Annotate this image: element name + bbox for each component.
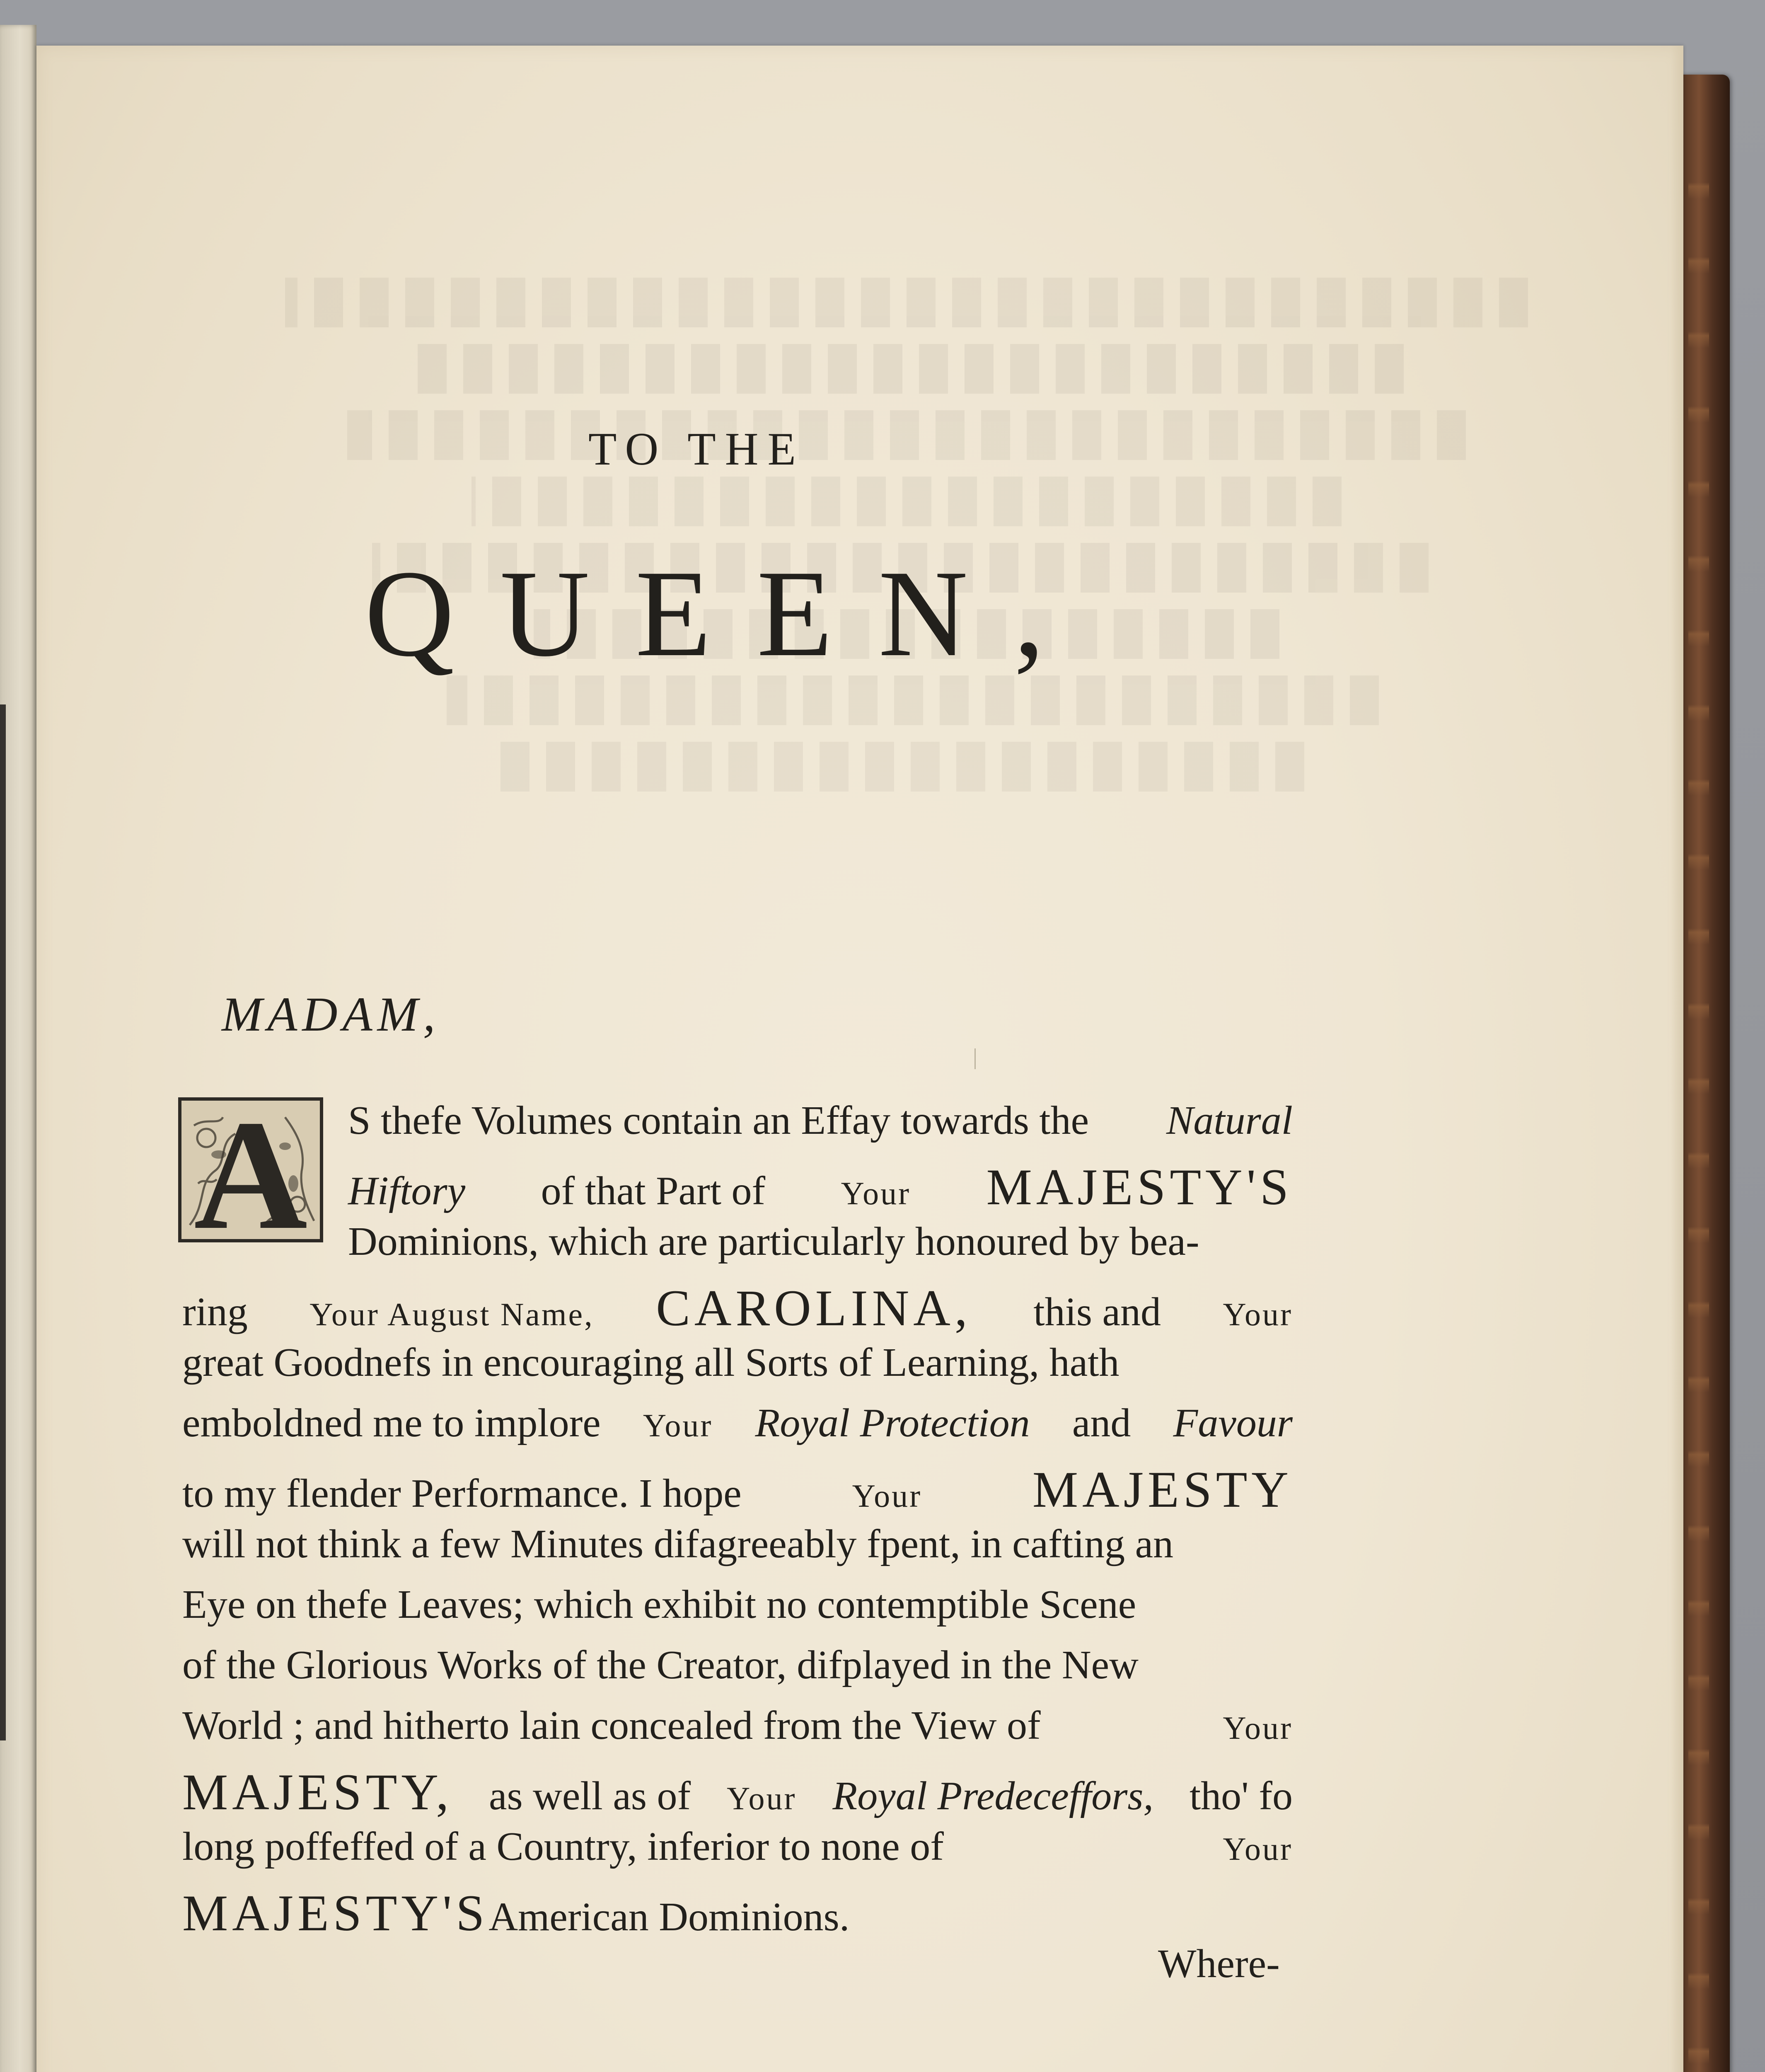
text-run: Dominions, which are particularly honoured by bea- (348, 1219, 1199, 1264)
text-run: American Dominions. (488, 1895, 850, 1939)
text-run: Your (643, 1407, 713, 1443)
text-run: Your (1223, 1296, 1293, 1332)
text-run: of that Part of (541, 1169, 766, 1213)
text-line (182, 1823, 1293, 1870)
text-line (182, 1702, 1293, 1749)
text-run: Your (1223, 1831, 1293, 1867)
binding-wear (1688, 124, 1709, 2072)
text-run: this and (1033, 1290, 1161, 1334)
text-run: Natural (1166, 1098, 1293, 1143)
text-line (348, 1097, 1293, 1144)
decorated-initial (178, 1097, 323, 1242)
text-run: ring (182, 1290, 248, 1334)
text-run: will not think a few Minutes difagreeably fpent, in cafting an (182, 1522, 1174, 1566)
text-line (182, 1521, 1293, 1567)
text-run: and (1072, 1401, 1131, 1445)
heading-queen: QUEEN, (365, 545, 1090, 682)
text-run: World ; and hitherto lain concealed from the View of (182, 1703, 1041, 1748)
text-run: Hiftory (348, 1169, 466, 1213)
text-run: Your (852, 1478, 922, 1514)
gutter-shadow (0, 704, 6, 1740)
heading-to-the: TO THE (588, 424, 805, 475)
text-line (182, 1279, 1293, 1338)
text-run: of the Glorious Works of the Creator, difplayed in the New (182, 1643, 1139, 1687)
text-run: Royal Protection (755, 1401, 1030, 1445)
text-run: to my flender Performance. I hope (182, 1471, 742, 1516)
text-run: tho' fo (1189, 1774, 1293, 1818)
text-run: Royal Predeceffors, (832, 1774, 1154, 1818)
text-line (348, 1218, 1293, 1265)
text-run: CAROLINA, (656, 1280, 972, 1336)
text-run: MAJESTY'S (182, 1885, 489, 1941)
text-run: MAJESTY (1032, 1461, 1293, 1518)
text-line (182, 1400, 1293, 1446)
text-line (182, 1581, 1293, 1628)
text-line (182, 1460, 1293, 1519)
text-run: Your (727, 1780, 797, 1816)
text-run: long poffeffed of a Country, inferior to none of (182, 1824, 944, 1869)
text-run: S thefe Volumes contain an Effay towards the (348, 1098, 1089, 1143)
text-run: MAJESTY'S (986, 1159, 1293, 1215)
text-line (182, 1642, 1293, 1688)
text-run: Your August Name, (309, 1296, 594, 1332)
text-run: emboldned me to implore (182, 1401, 601, 1445)
catchword: Where- (1158, 1941, 1280, 1986)
page-edge (1671, 46, 1683, 2072)
text-run: Your (1223, 1710, 1293, 1746)
text-run: Your (841, 1175, 911, 1211)
paper-mark (974, 1048, 976, 1069)
text-run: MAJESTY, (182, 1764, 453, 1820)
salutation: MADAM, (222, 987, 440, 1041)
drop-cap-letter: A (193, 1097, 308, 1242)
text-line (182, 1884, 928, 1943)
text-run: Eye on thefe Leaves; which exhibit no contemptible Scene (182, 1582, 1136, 1627)
text-run: Favour (1173, 1401, 1293, 1445)
text-run: as well as of (488, 1774, 691, 1818)
text-line (182, 1339, 1293, 1386)
text-line (348, 1158, 1293, 1217)
text-line (182, 1763, 1293, 1822)
text-run: great Goodnefs in encouraging all Sorts of Learning, hath (182, 1340, 1119, 1385)
